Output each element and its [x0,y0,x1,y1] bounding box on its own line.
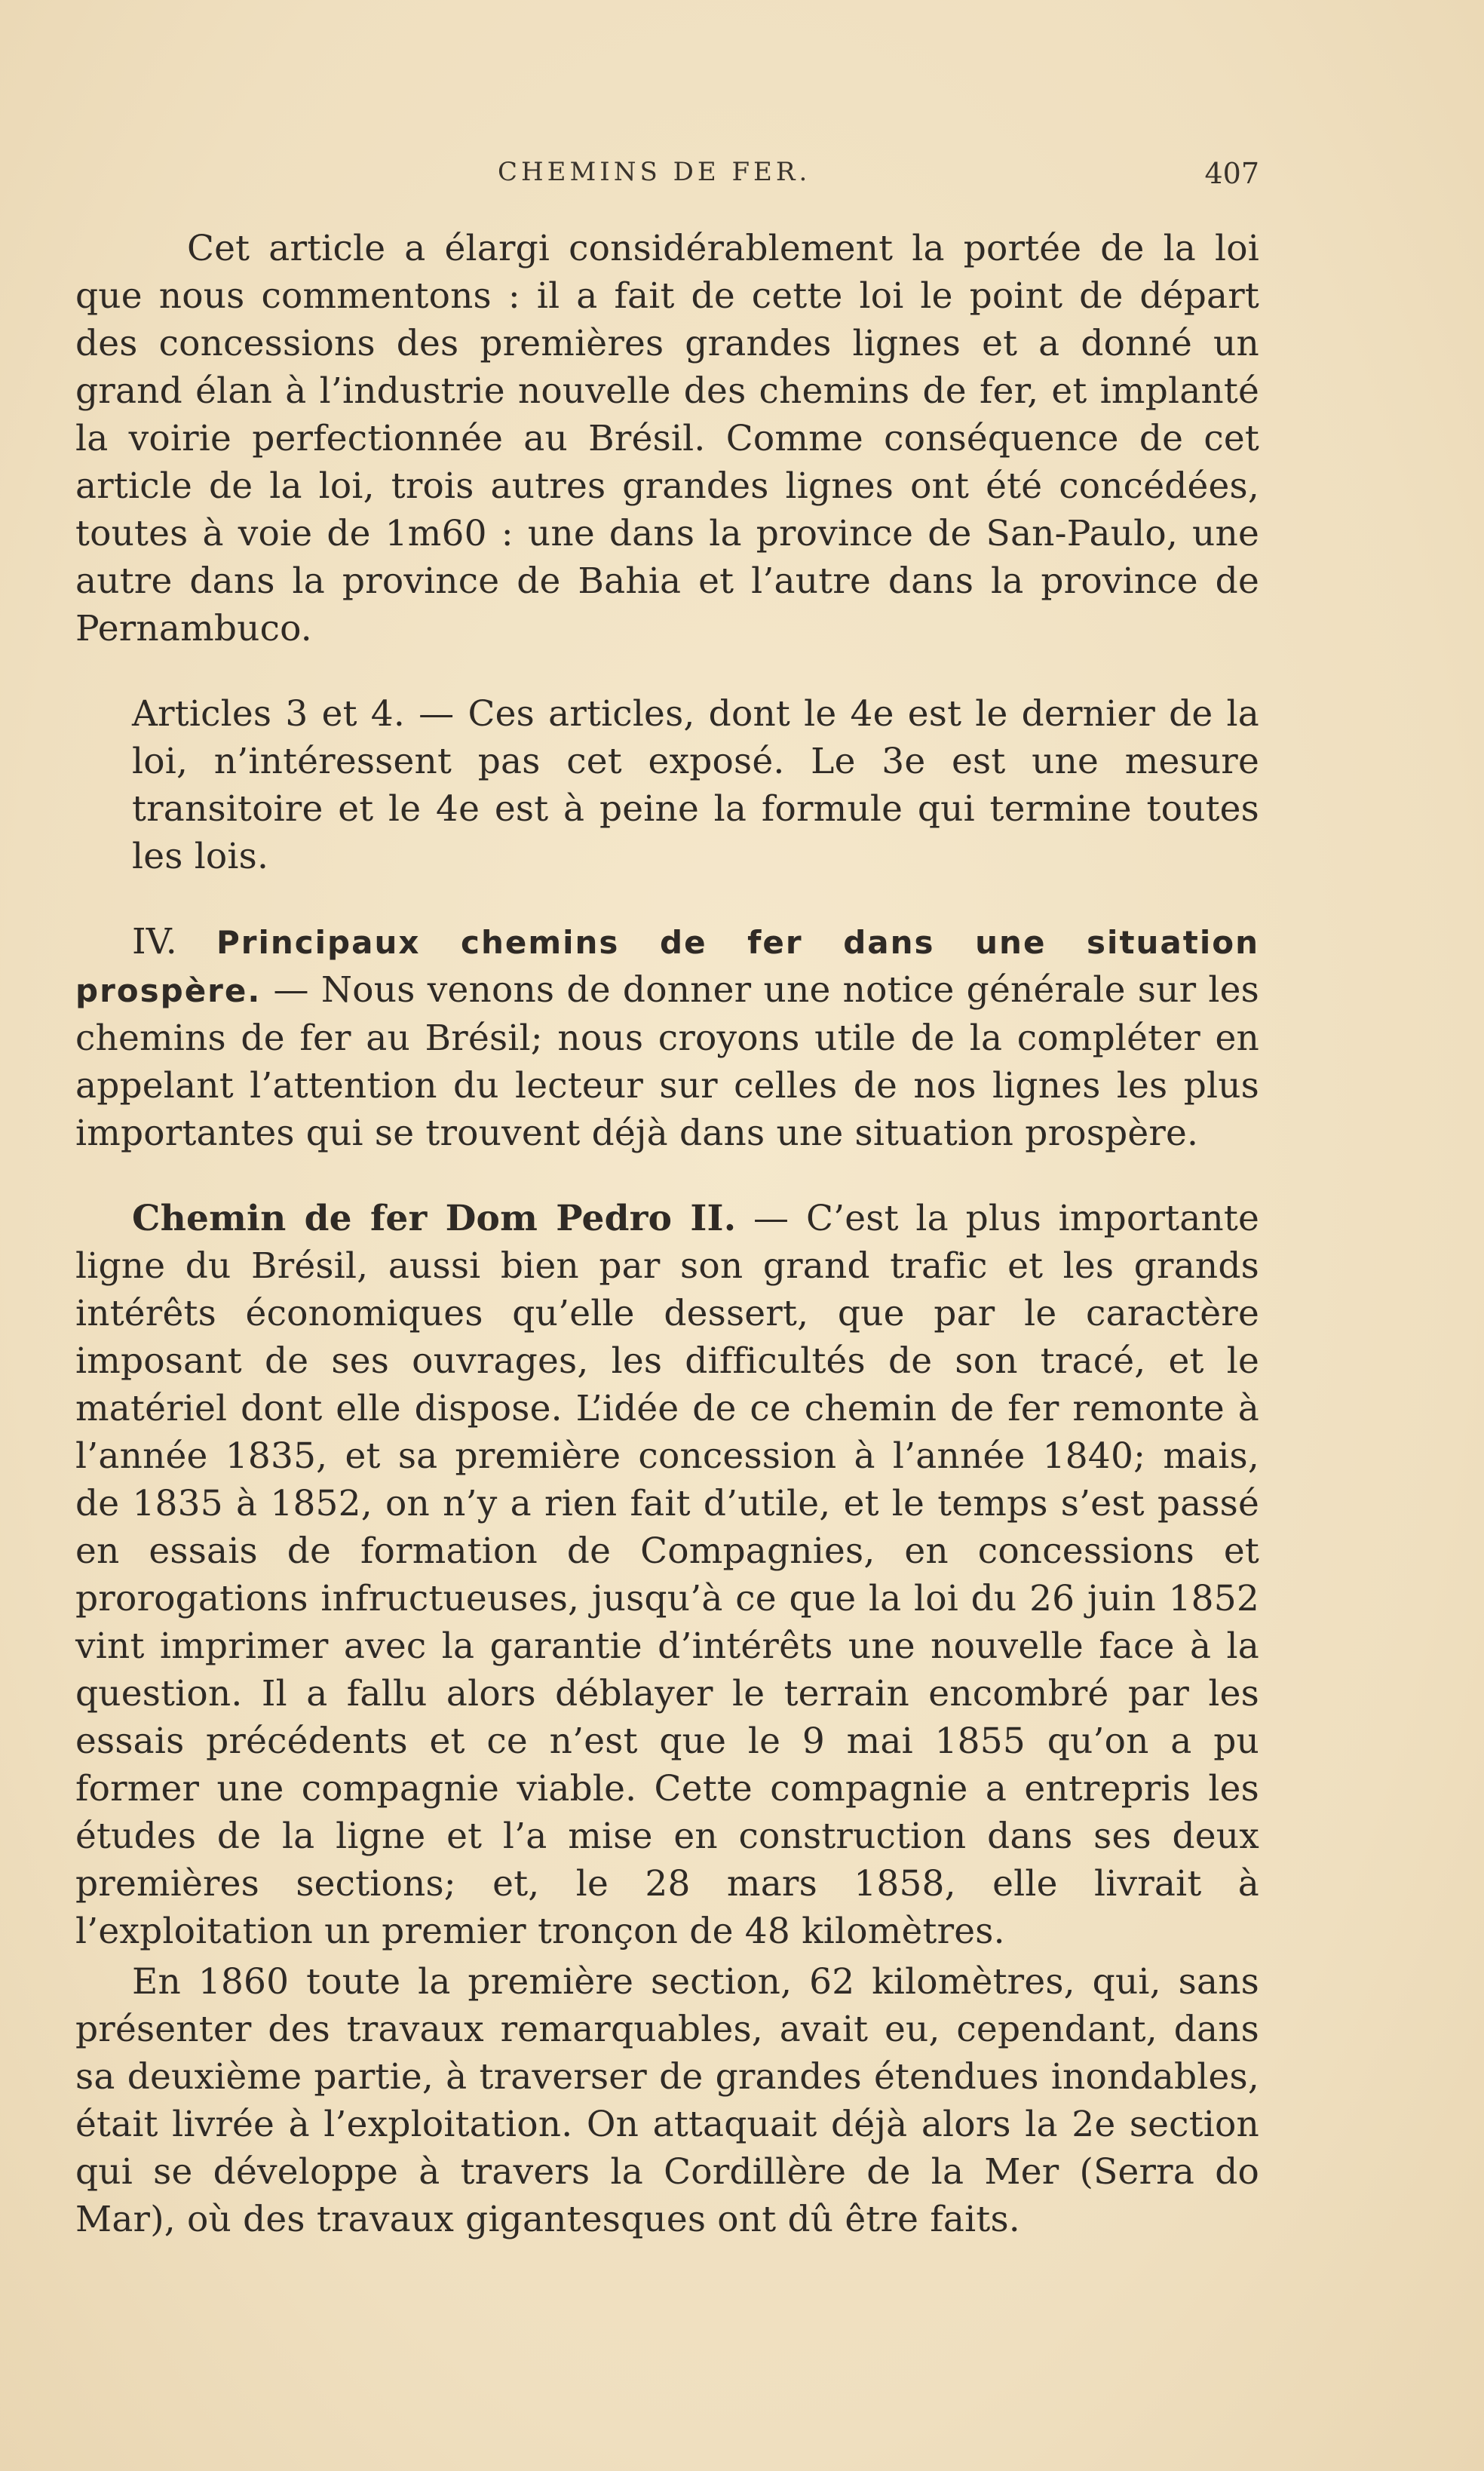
dom-pedro-ii-text: — C’est la plus importante ligne du Brésil, aussi bien par son grand trafic et les grands intérêts économiques qu’elle dessert, que par le caractère imposant de ses ouvrages, les difficultés de son tracé, et le matériel dont elle dispose. L’idée de ce chemin de fer remonte à l’année 1835, et sa première concession à l’année 1840; mais, de 1835 à 1852, on n’y a rien fait d’utile, et le temps s’est passé en essais de formation de Compagnies, en concessions et prorogations infructueuses, jusqu’à ce que la loi du 26 juin 1852 vint imprimer avec la garantie d’intérêts une nouvelle face à la question. Il a fallu alors déblayer le terrain encombré par les essais précédents et ce n’est que le 9 mai 1855 qu’on a pu former une compagnie viable. Cette compagnie a entrepris les études de la ligne et l’a mise en construction dans ses deux premières sections; et, le 28 mars 1858, elle livrait à l’exploitation un premier tronçon de 48 kilomètres. [75,1198,1260,1952]
page-header [75,157,1259,202]
page-number: 407 [1204,157,1259,190]
paragraph-articles-3-4: Articles 3 et 4. — Ces articles, dont le 4e est le dernier de la loi, n’intéressent pas cet exposé. Le 3e est une mesure transitoire et le 4e est à peine la formule qui termine toutes les lois. [132,693,1259,877]
paragraph-dom-pedro-ii [75,1195,1259,1955]
page-body [75,225,1259,2243]
running-title: CHEMINS DE FER. [498,157,811,187]
dom-pedro-ii-heading: Chemin de fer Dom Pedro II. [132,1198,737,1239]
paragraph-section-iv [75,918,1259,1157]
section-numeral: IV. [132,921,177,962]
paragraph-1860: En 1860 toute la première section, 62 kilomètres, qui, sans présenter des travaux remarquables, avait eu, cependant, dans sa deuxième partie, à traverser de grandes étendues inondables, était livrée à l’exploitation. On attaquait déjà alors la 2e section qui se développe à travers la Cordillère de la Mer (Serra do Mar), où des travaux gigantesques ont dû être faits. [75,1961,1259,2240]
paragraph-article-2-commentary: Cet article a élargi considérablement la portée de la loi que nous commentons : il a fait de cette loi le point de départ des concessions des premières grandes lignes et a donné un grand élan à l’industrie nouvelle des chemins de fer, et implanté la voirie perfectionnée au Brésil. Comme conséquence de cet article de la loi, trois autres grandes lignes ont été concédées, toutes à voie de 1m60 : une dans la province de San-Paulo, une autre dans la province de Bahia et l’autre dans la province de Pernambuco. [75,228,1259,649]
section-iv-text: — Nous venons de donner une notice générale sur les chemins de fer au Brésil; nous croyons utile de la compléter en appelant l’attention du lecteur sur celles de nos lignes les plus importantes qui se trouvent déjà dans une situation prospère. [75,969,1259,1154]
section-title: Principaux chemins de fer dans une situation prospère. [75,924,1259,1009]
